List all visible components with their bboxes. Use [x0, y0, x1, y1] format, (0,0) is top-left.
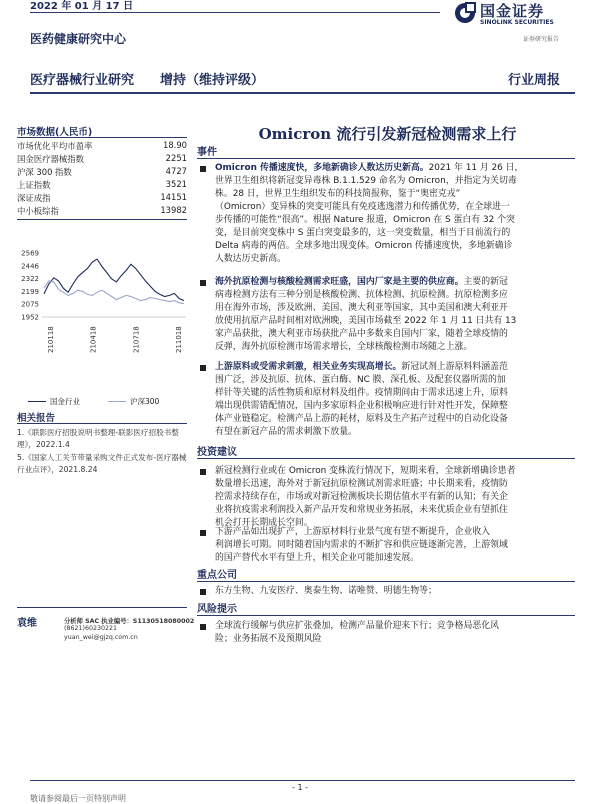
risk-line: 全球流行缓解与供应扩张叠加，检测产品量价迎来下行；竞争格局恶化风 [215, 621, 499, 631]
advice-line: 下游产品如出现扩产，上游原材料行业景气度有望不断提升，企业收入 [215, 527, 491, 537]
y-tick-label: 2199 [21, 287, 39, 296]
bullet-icon [200, 530, 206, 536]
series-line-2 [44, 281, 184, 304]
advice-line: 机会打开长期成长空间。 [215, 518, 313, 528]
bullet-icon [200, 469, 206, 475]
market-data-title: 市场数据(人民币) [17, 127, 93, 138]
bullet-icon [200, 280, 206, 286]
events-line: 有望在新冠产品的需求刺激下放量。 [215, 427, 357, 437]
events-line: （Omicron）变异株的突变可能具有免疫逃逸潜力和传播优势，在全球进一 [215, 202, 510, 212]
events-item-3 [215, 361, 575, 439]
report-type: 行业周报 [508, 73, 561, 88]
related-item[interactable]: 1.《联影医疗招股说明书整理-联影医疗招股书整理》，2022.1.4 [17, 428, 179, 449]
research-center: 医药健康研究中心 [30, 32, 127, 46]
companies-text: 东方生物、九安医疗、奥泰生物、诺唯赞、明德生物等； [215, 586, 437, 596]
related-title: 相关报告 [17, 413, 56, 424]
x-tick-label: 210118 [47, 326, 55, 353]
market-row-label: 深证成指 [17, 193, 51, 203]
advice-line: 业将抗疫需求利润投入新产品开发和常规业务拓展，未来优质企业有望抓住 [215, 505, 508, 515]
events-item-lead: 海外抗原检测与核酸检测需求旺盛，国内厂家是主要的供应商。 [215, 277, 464, 287]
market-row-label: 市场优化平均市盈率 [17, 141, 93, 151]
market-row [17, 178, 187, 191]
market-row [17, 191, 187, 204]
events-line: 病毒检测方法有三种分别是核酸检测、抗体检测、抗原检测。抗原检测多应 [215, 290, 508, 300]
events-line: 体产业链稳定。检测产品上游的耗材，原料及生产拓产过程中的自动化设备 [215, 414, 508, 424]
events-line: 端出现供需错配情况，国内多家原料企业积极响应进行针对性开发，保障整 [215, 401, 508, 411]
analyst-sac: 分析师 SAC 执业编号：S1130518080002 [64, 618, 195, 625]
y-tick-label: 2446 [21, 262, 39, 271]
events-line: 世界卫生组织将新冠变异毒株 B.1.1.529 命名为 Omicron，并指定为关切毒 [215, 176, 517, 186]
advice-item-2 [215, 526, 575, 565]
report-date: 2022 年 01 月 17 日 [30, 1, 134, 12]
chart-legend [28, 395, 188, 407]
y-tick-label: 2569 [21, 249, 39, 258]
legend-swatch-2 [108, 401, 126, 402]
events-line: Delta 病毒的两倍。全球多地出现变体。Omicron 传播速度快，多地新确诊 [215, 241, 513, 251]
events-line: 人数达历史新高。 [215, 254, 286, 264]
events-line: 步传播的可能性“很高”。根据 Nature 报道，Omicron 在 S 蛋白有 32 个突 [215, 215, 515, 225]
bullet-icon [200, 624, 206, 630]
events-item-lead: 上游原料或受需求刺激，相关业务实现高增长。 [215, 362, 402, 372]
market-row [17, 152, 187, 165]
events-line: 样针等关键的活性物质和原材料及组件。疫情期间由于需求迅速上升，原料 [215, 388, 508, 398]
market-row-label: 上证指数 [17, 180, 51, 190]
rating: 增持（维持评级） [160, 73, 265, 88]
index-line-chart [10, 245, 190, 385]
events-line: 主要的新冠 [463, 277, 508, 287]
bullet-icon [200, 365, 206, 371]
events-line: 2021 年 11 月 26 日， [428, 163, 524, 173]
risk-line: 险；业务拓展不及预期风险 [215, 634, 322, 644]
market-row-label: 国金医疗器械指数 [17, 154, 84, 164]
market-row-value: 13982 [160, 205, 187, 215]
advice-line: 利润增长可期。同时随着国内需求的不断扩容和供应链逐渐完善，上游领域 [215, 540, 508, 550]
x-tick-label: 210418 [89, 326, 98, 353]
advice-item-1 [215, 465, 575, 530]
section-companies: 重点公司 [197, 570, 237, 581]
legend-label-1: 国金行业 [50, 397, 80, 406]
events-line: 变，是目前突变株中 S 蛋白突变最多的，这一突变数量，相当于目前流行的 [215, 228, 511, 238]
events-line: 新冠试剂上游原料料涵盖范 [401, 362, 508, 372]
section-risk: 风险提示 [197, 604, 237, 615]
analyst-email[interactable]: yuan_wei@gjzq.com.cn [64, 634, 138, 641]
industry-title: 医疗器械行业研究 [30, 73, 135, 88]
section-advice: 投资建议 [197, 447, 237, 458]
bullet-icon [200, 589, 206, 595]
legend-swatch-1 [28, 401, 46, 402]
legend-label-2: 沪深300 [130, 397, 160, 406]
y-tick-label: 1952 [21, 313, 39, 322]
advice-line: 的国产替代水平有望上升，相关企业可能加速发展。 [215, 553, 420, 563]
brand-en: SINOLINK SECURITIES [480, 19, 554, 26]
market-row-label: 中小板综指 [17, 206, 59, 216]
market-row-value: 3521 [165, 179, 187, 189]
brand-sub: 证券研究报告 [523, 36, 560, 43]
advice-line: 控需求持续存在，市场或对新冠检测板块长期估值水平有新的认知；有关企 [215, 492, 508, 502]
events-item-lead: Omicron 传播速度快，多地新确诊人数达历史新高。 [215, 163, 429, 173]
section-events: 事件 [197, 147, 217, 158]
events-item-1 [215, 162, 575, 266]
x-tick-label: 210718 [132, 326, 141, 353]
market-row [17, 165, 187, 178]
main-title: Omicron 流行引发新冠检测需求上行 [258, 125, 517, 143]
events-line: 反弹，海外抗原检测市场需求增长，全球核酸检测市场随之上涨。 [215, 342, 473, 352]
analyst-name: 袁维 [17, 618, 37, 629]
market-row-value: 14151 [160, 192, 187, 202]
events-item-2 [215, 276, 575, 354]
market-data-table [17, 139, 187, 217]
market-row-value: 18.90 [163, 140, 187, 150]
events-line: 围广泛，涉及抗原、抗体、蛋白酶、NC 膜、深孔板、及配套仪器所需的加 [215, 375, 506, 385]
events-line: 放使用抗原产品时间相对欧洲晚，美国市场截至 2022 年 1 月 11 日共有 13 [215, 316, 517, 326]
market-row-value: 4727 [165, 166, 187, 176]
brand-cn: 国金证券 [480, 2, 545, 20]
analyst-phone: (8621)60230221 [64, 625, 117, 632]
y-tick-label: 2075 [21, 300, 39, 309]
bullet-icon [200, 166, 206, 172]
disclaimer-note: 敬请参阅最后一页特别声明 [30, 794, 126, 803]
sinolink-logo-icon [454, 2, 476, 24]
events-line: 用在海外市场，涉及欧洲、美国、澳大利亚等国家，其中美国和澳大利亚开 [215, 303, 508, 313]
market-row [17, 139, 187, 152]
events-line: 家产品获批，澳大利亚市场获批产品中多数来自国内厂家，随着全球疫情的 [215, 329, 508, 339]
y-tick-label: 2322 [21, 275, 39, 284]
related-item[interactable]: 5.《国家人工关节带量采购文件正式发布-医疗器械行业点评》，2021.8.24 [17, 453, 187, 474]
brand-logo [454, 0, 574, 34]
market-row-label: 沪深 300 指数 [17, 167, 72, 177]
market-row-value: 2251 [165, 153, 187, 163]
events-line: 株。28 日，世界卫生组织发布的科技简报称，鉴于“奥密克戎” [215, 189, 461, 199]
market-row [17, 204, 187, 217]
x-tick-label: 211018 [175, 326, 183, 353]
series-line-1 [44, 259, 184, 301]
page-number: - 1 - [292, 783, 308, 792]
advice-line: 新冠检测行业或在 Omicron 变株流行情况下，短期来看，全球新增确诊患者 [215, 466, 516, 476]
advice-line: 数量增长迅速，海外对于新冠抗原检测试剂需求旺盛；中长期来看，疫情防 [215, 479, 508, 489]
risk-text [215, 620, 575, 646]
